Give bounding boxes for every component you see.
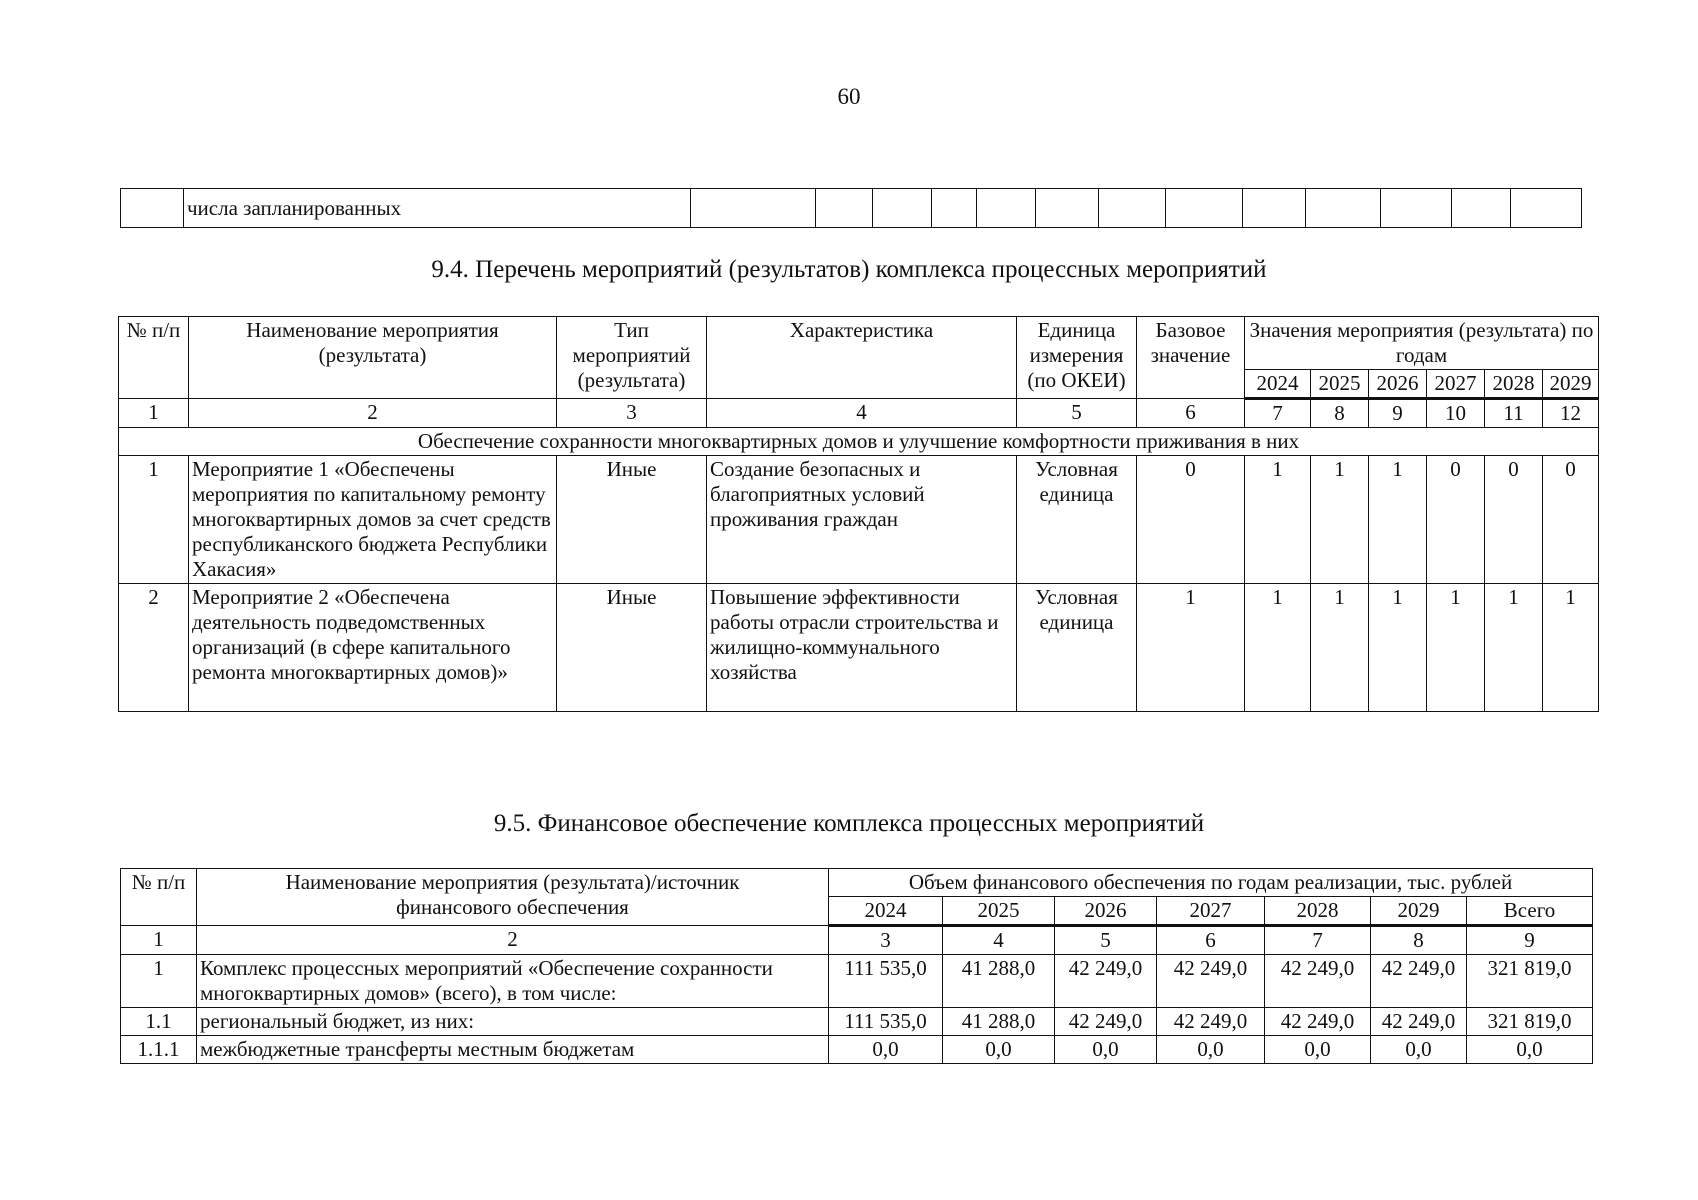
fin-row-name: региональный бюджет, из них: [197, 1008, 829, 1036]
col-number: 1 [121, 926, 197, 955]
fin-row-value: 42 249,0 [1157, 1008, 1265, 1036]
row-base: 0 [1137, 456, 1245, 584]
fin-row-num: 1.1.1 [121, 1036, 197, 1064]
col-number: 9 [1467, 926, 1593, 955]
col-number: 3 [829, 926, 943, 955]
row-value: 0 [1543, 456, 1599, 584]
col-number: 2 [197, 926, 829, 955]
col-number: 12 [1543, 399, 1599, 428]
fin-row-num: 1 [121, 955, 197, 1008]
fin-header-total: Всего [1467, 897, 1593, 926]
table-row [119, 584, 1599, 712]
table-row [121, 1008, 1593, 1036]
section-94-title: 9.4. Перечень мероприятий (результатов) комплекса процессных мероприятий [431, 256, 1267, 283]
fin-row-total: 0,0 [1467, 1036, 1593, 1064]
row-value: 1 [1485, 584, 1543, 712]
fin-row-value: 42 249,0 [1265, 955, 1371, 1008]
row-num: 1 [119, 456, 189, 584]
finance-table [120, 868, 1593, 1064]
fin-header-year: 2029 [1371, 897, 1467, 926]
col-number: 5 [1017, 399, 1137, 428]
fin-row-value: 42 249,0 [1265, 1008, 1371, 1036]
row-base: 1 [1137, 584, 1245, 712]
header-values: Значения мероприятия (результата) по годам [1245, 317, 1599, 370]
fin-header-volume: Объем финансового обеспечения по годам реализации, тыс. рублей [829, 869, 1593, 897]
fin-row-value: 42 249,0 [1371, 955, 1467, 1008]
col-number: 4 [707, 399, 1017, 428]
row-value: 1 [1311, 584, 1369, 712]
col-number: 8 [1311, 399, 1369, 428]
fin-header-name: Наименование мероприятия (результата)/источник финансового обеспечения [197, 869, 829, 926]
table-row [121, 955, 1593, 1008]
fin-row-value: 42 249,0 [1371, 1008, 1467, 1036]
row-type: Иные [557, 584, 707, 712]
row-unit: Условная единица [1017, 584, 1137, 712]
fin-header-year: 2024 [829, 897, 943, 926]
row-characteristic: Повышение эффективности работы отрасли строительства и жилищно-коммунального хозяйства [707, 584, 1017, 712]
fin-row-name: межбюджетные трансферты местным бюджетам [197, 1036, 829, 1064]
row-value: 1 [1311, 456, 1369, 584]
header-characteristic: Характеристика [707, 317, 1017, 399]
header-year: 2024 [1245, 370, 1311, 399]
fin-row-value: 0,0 [943, 1036, 1055, 1064]
fin-row-value: 42 249,0 [1055, 1008, 1157, 1036]
row-name: Мероприятие 2 «Обеспечена деятельность подведомственных организаций (в сфере капитального ремонта многоквартирных домов)» [189, 584, 557, 712]
col-number: 11 [1485, 399, 1543, 428]
fin-row-total: 321 819,0 [1467, 1008, 1593, 1036]
fin-row-num: 1.1 [121, 1008, 197, 1036]
fin-header-year: 2026 [1055, 897, 1157, 926]
header-year: 2027 [1427, 370, 1485, 399]
fin-row-value: 42 249,0 [1055, 955, 1157, 1008]
fin-row-value: 41 288,0 [943, 1008, 1055, 1036]
row-value: 1 [1543, 584, 1599, 712]
fin-header-num: № п/п [121, 869, 197, 926]
row-value: 0 [1427, 456, 1485, 584]
row-name: Мероприятие 1 «Обеспечены мероприятия по капитальному ремонту многоквартирных домов за счет средств республиканского бюджета Республики Хакасия» [189, 456, 557, 584]
row-value: 0 [1485, 456, 1543, 584]
col-number: 9 [1369, 399, 1427, 428]
header-year: 2029 [1543, 370, 1599, 399]
header-year: 2025 [1311, 370, 1369, 399]
col-number: 1 [119, 399, 189, 428]
fin-header-year: 2025 [943, 897, 1055, 926]
table-row [121, 1036, 1593, 1064]
fin-row-value: 42 249,0 [1157, 955, 1265, 1008]
header-year: 2026 [1369, 370, 1427, 399]
table-row [119, 456, 1599, 584]
row-value: 1 [1369, 584, 1427, 712]
row-num: 2 [119, 584, 189, 712]
col-number: 6 [1137, 399, 1245, 428]
row-characteristic: Создание безопасных и благоприятных условий проживания граждан [707, 456, 1017, 584]
col-number: 6 [1157, 926, 1265, 955]
continued-table-fragment [120, 188, 1582, 228]
fin-row-value: 0,0 [1265, 1036, 1371, 1064]
fin-row-name: Комплекс процессных мероприятий «Обеспечение сохранности многоквартирных домов» (всего), в том числе: [197, 955, 829, 1008]
col-number: 3 [557, 399, 707, 428]
col-number: 5 [1055, 926, 1157, 955]
col-number: 2 [189, 399, 557, 428]
row-value: 1 [1369, 456, 1427, 584]
row-value: 1 [1245, 584, 1311, 712]
page-number: 60 [837, 84, 861, 109]
header-unit: Единица измерения (по ОКЕИ) [1017, 317, 1137, 399]
fin-row-value: 0,0 [829, 1036, 943, 1064]
row-unit: Условная единица [1017, 456, 1137, 584]
row-type: Иные [557, 456, 707, 584]
continued-cell-text: числа запланированных [184, 189, 691, 228]
group-title: Обеспечение сохранности многоквартирных домов и улучшение комфортности приживания в них [119, 428, 1599, 456]
header-year: 2028 [1485, 370, 1543, 399]
fin-row-value: 0,0 [1055, 1036, 1157, 1064]
fin-header-year: 2028 [1265, 897, 1371, 926]
fin-row-value: 111 535,0 [829, 1008, 943, 1036]
measures-table [118, 316, 1599, 712]
col-number: 10 [1427, 399, 1485, 428]
col-number: 7 [1245, 399, 1311, 428]
header-type: Тип мероприятий (результата) [557, 317, 707, 399]
col-number: 8 [1371, 926, 1467, 955]
header-name: Наименование мероприятия (результата) [189, 317, 557, 399]
row-value: 1 [1427, 584, 1485, 712]
fin-row-total: 321 819,0 [1467, 955, 1593, 1008]
fin-header-year: 2027 [1157, 897, 1265, 926]
fin-row-value: 111 535,0 [829, 955, 943, 1008]
col-number: 7 [1265, 926, 1371, 955]
section-95-title: 9.5. Финансовое обеспечение комплекса процессных мероприятий [493, 810, 1205, 837]
header-base: Базовое значение [1137, 317, 1245, 399]
row-value: 1 [1245, 456, 1311, 584]
fin-row-value: 0,0 [1371, 1036, 1467, 1064]
fin-row-value: 41 288,0 [943, 955, 1055, 1008]
col-number: 4 [943, 926, 1055, 955]
fin-row-value: 0,0 [1157, 1036, 1265, 1064]
header-num: № п/п [119, 317, 189, 399]
